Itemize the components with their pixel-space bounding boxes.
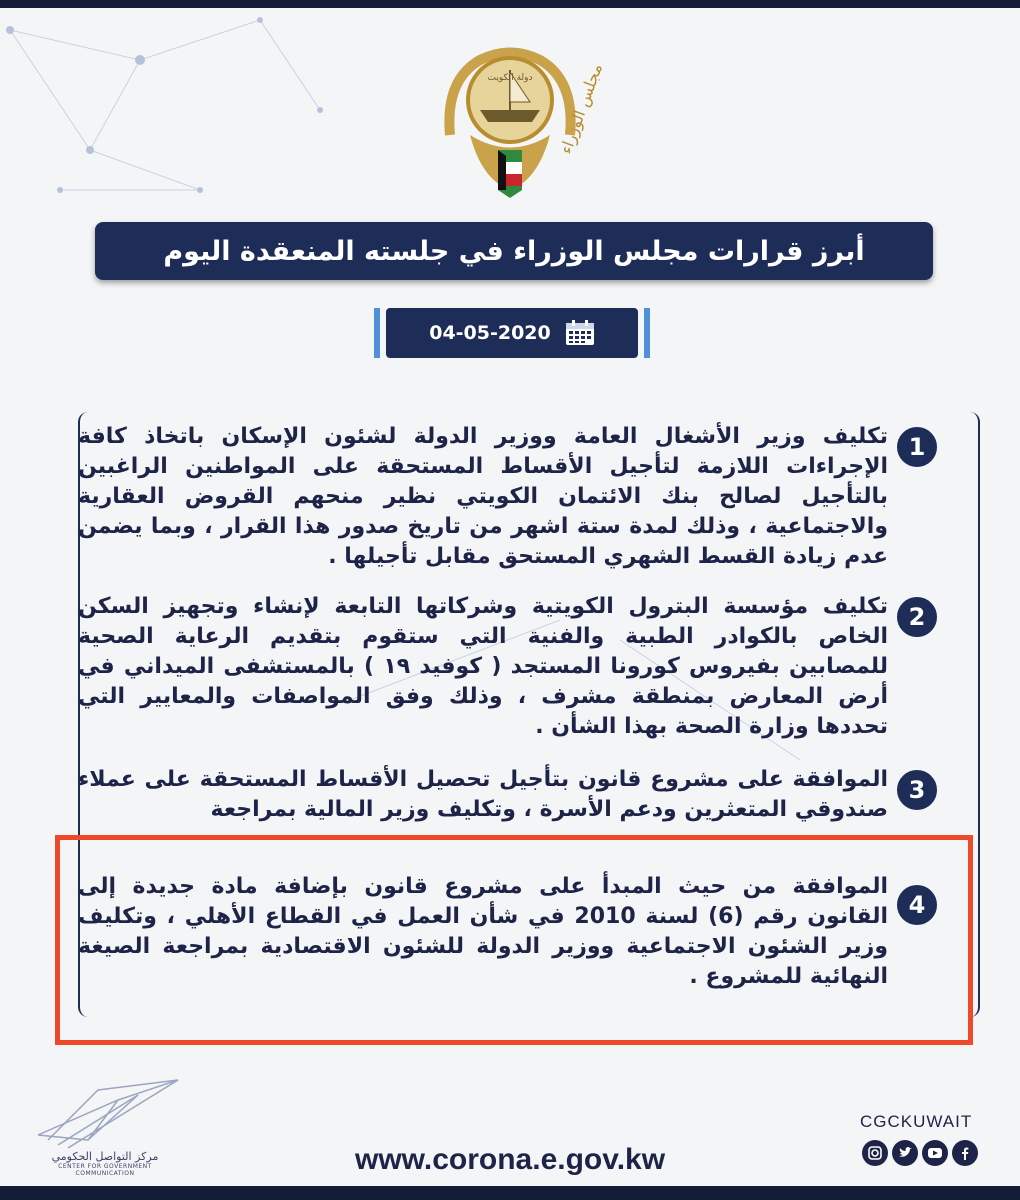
instagram-icon[interactable] <box>862 1140 888 1166</box>
website-link[interactable]: www.corona.e.gov.kw <box>355 1143 666 1176</box>
decision-number: 1 <box>894 424 940 470</box>
emblem-top-label: دولة الكويت <box>487 73 533 83</box>
decision-text: الموافقة من حيث المبدأ على مشروع قانون بإضافة مادة جديدة إلى القانون رقم (6) لسنة 2010 في شأن العمل في القطاع الأهلي ، وتكليف وزير الشئون الاجتماعية ووزير الدولة للشئون الاقتصادية بمراجعة الصيغة النهائية للمشروع . <box>78 874 889 989</box>
decision-text: الموافقة على مشروع قانون بتأجيل تحصيل الأقساط المستحقة على عملاء صندوقي المتعثرين ودعم الأسرة ، وتكليف وزير المالية بمراجعة <box>78 767 888 822</box>
date-accent-left <box>374 308 380 358</box>
session-date: 04-05-2020 <box>429 322 551 344</box>
decision-text: تكليف مؤسسة البترول الكويتية وشركاتها التابعة لإنشاء وتجهيز السكن الخاص بالكوادر الطبية والفنية التي ستقوم بتقديم الرعاية الصحية للمصابين بفيروس كورونا المستجد ( كوفيد ١٩ ) بالمستشفى الميداني في أرض المعارض بمنطقة مشرف ، وذلك وفق المواصفات والمعايير التي تحددها وزارة الصحة بهذا الشأن . <box>78 594 888 739</box>
social-handle: CGCKUWAIT <box>860 1112 973 1131</box>
calendar-icon <box>565 320 595 346</box>
decision-item-3 <box>60 765 940 835</box>
decision-item-2 <box>60 592 940 752</box>
facebook-icon[interactable] <box>952 1140 978 1166</box>
footer-logo-caption <box>30 1150 180 1177</box>
decision-number: 3 <box>894 767 940 813</box>
social-icons <box>862 1140 978 1166</box>
logo-text-english: CENTER FOR GOVERNMENT COMMUNICATION <box>58 1163 152 1177</box>
logo-text-arabic: مركز التواصل الحكومي <box>51 1150 159 1163</box>
emblem-label: مجلس الوزراء <box>555 60 607 157</box>
decision-number: 2 <box>894 594 940 640</box>
page-title: أبرز قرارات مجلس الوزراء في جلسته المنعقدة اليوم <box>95 222 933 280</box>
bottom-border <box>0 1186 1020 1200</box>
twitter-icon[interactable] <box>892 1140 918 1166</box>
date-badge <box>374 308 650 358</box>
date-accent-right <box>644 308 650 358</box>
highlight-box <box>55 835 973 1045</box>
decision-item-1 <box>60 422 940 582</box>
kuwait-council-emblem <box>420 40 607 200</box>
decision-number: 4 <box>894 882 940 928</box>
youtube-icon[interactable] <box>922 1140 948 1166</box>
date-box <box>386 308 638 358</box>
decision-text: تكليف وزير الأشغال العامة ووزير الدولة لشئون الإسكان باتخاذ كافة الإجراءات اللازمة لتأجيل الأقساط المستحقة على المواطنين الراغبين بالتأجيل لصالح بنك الائتمان الكويتي نظير منحهم القروض العقارية والاجتماعية ، وذلك لمدة ستة اشهر من تاريخ صدور هذا القرار ، وبما يضمن عدم زيادة القسط الشهري المستحق مقابل تأجيلها . <box>78 424 888 569</box>
